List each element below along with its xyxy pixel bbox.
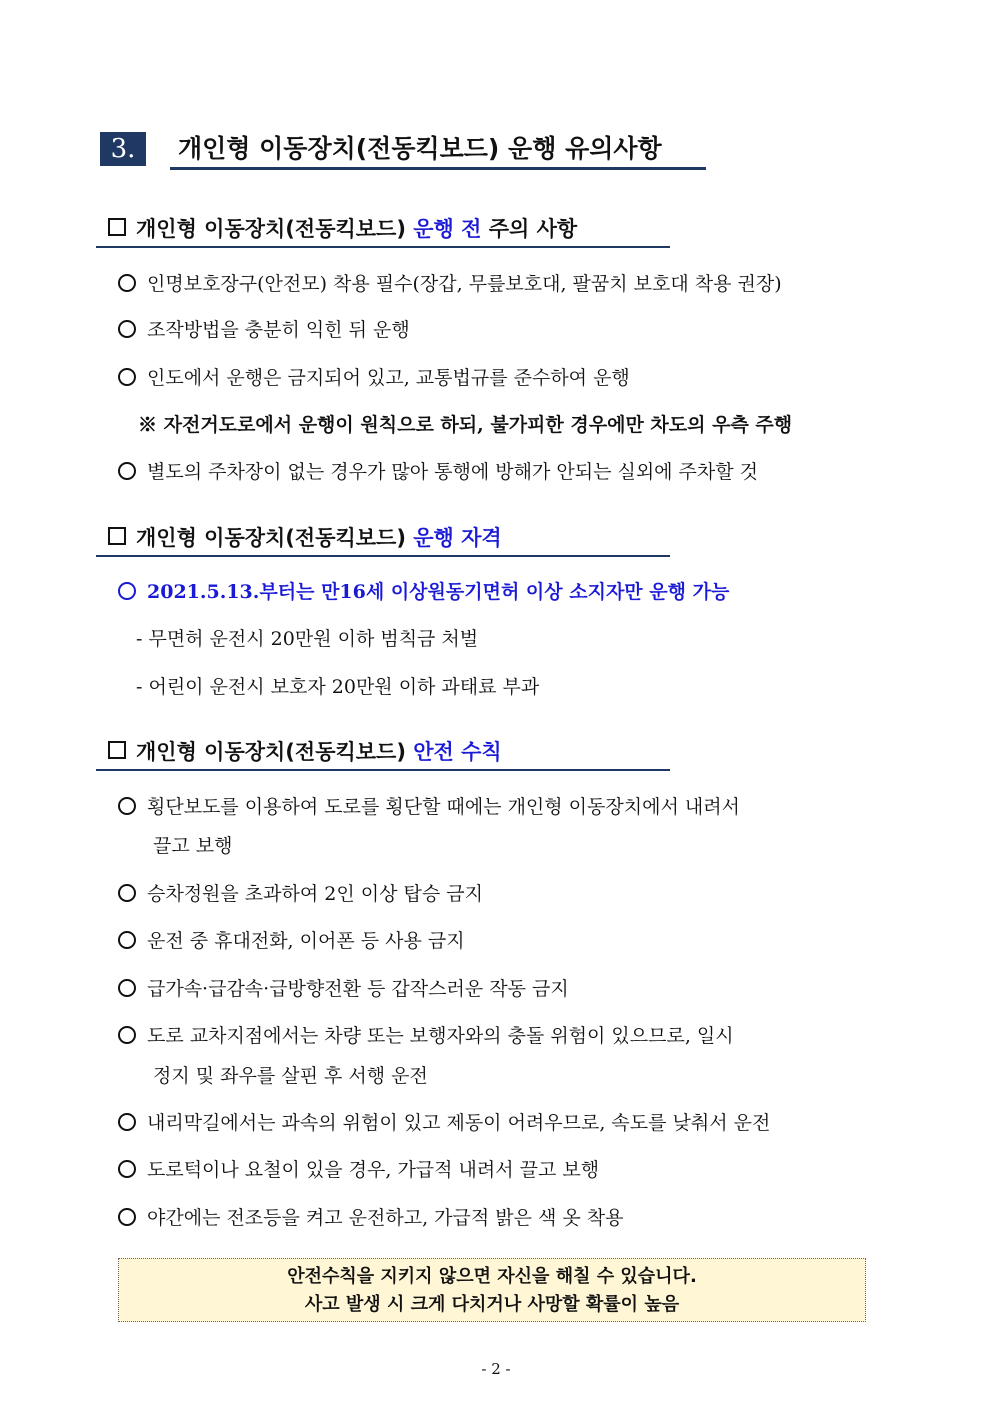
warning-line-1: 안전수칙을 지키지 않으면 자신을 해칠 수 있습니다. [287,1266,697,1287]
list-item-text: 야간에는 전조등을 켜고 운전하고, 가급적 밝은 색 옷 착용 [147,1207,624,1229]
list-item-text: 별도의 주차장이 없는 경우가 많아 통행에 방해가 안되는 실외에 주차할 것 [147,461,759,483]
circle-bullet-icon [118,884,136,902]
circle-bullet-icon [118,1160,136,1178]
list-item [118,880,898,908]
circle-bullet-icon [118,582,136,600]
section2-title [96,523,670,557]
section3-title [96,737,670,771]
section1-title-highlight: 운행 전 [413,217,482,241]
list-item-text: 도로턱이나 요철이 있을 경우, 가급적 내려서 끌고 보행 [147,1159,600,1181]
list-item [118,316,898,344]
list-item-text: 급가속·급감속·급방향전환 등 갑작스러운 작동 금지 [147,978,569,1000]
list-item [118,1109,898,1137]
section1-title-prefix: 개인형 이동장치(전동킥보드) [136,217,414,241]
section2-title-highlight: 운행 자격 [413,526,502,550]
section1-title [96,214,670,248]
list-item [118,975,898,1003]
list-item-text: 조작방법을 충분히 익힌 뒤 운행 [147,319,410,341]
circle-bullet-icon [118,368,136,386]
heading-number: 3. [100,132,146,166]
list-item [118,793,898,821]
list-item [118,1022,898,1050]
note-text: ※ 자전거도로에서 운행이 원칙으로 하되, 불가피한 경우에만 차도의 우측 주행 [138,414,793,436]
circle-bullet-icon [118,931,136,949]
section-heading [100,130,706,172]
circle-bullet-icon [118,274,136,292]
checkbox-bullet-icon [108,741,126,759]
checkbox-bullet-icon [108,527,126,545]
list-item-continuation: 끌고 보행 [153,835,233,857]
list-item-text: 인도에서 운행은 금지되어 있고, 교통법규를 준수하여 운행 [147,367,630,389]
list-item [118,1204,898,1232]
list-item [118,270,898,298]
list-item-text: 승차정원을 초과하여 2인 이상 탑승 금지 [147,883,483,905]
list-item-text: 운전 중 휴대전화, 이어폰 등 사용 금지 [147,930,465,952]
list-item-continuation: 정지 및 좌우를 살핀 후 서행 운전 [153,1065,428,1087]
circle-bullet-icon [118,1208,136,1226]
list-item-text: 인명보호장구(안전모) 착용 필수(장갑, 무릎보호대, 팔꿈치 보호대 착용 권장) [147,273,782,295]
section3-title-highlight: 안전 수칙 [413,740,502,764]
sub-item: - 무면허 운전시 20만원 이하 범칙금 처벌 [136,628,479,650]
list-item [118,927,898,955]
list-item-text: 내리막길에서는 과속의 위험이 있고 제동이 어려우므로, 속도를 낮춰서 운전 [147,1112,771,1134]
list-item-text: 2021.5.13.부터는 만16세 이상원동기면허 이상 소지자만 운행 가능 [147,581,730,603]
warning-line-2: 사고 발생 시 크게 다치거나 사망할 확률이 높음 [304,1294,680,1315]
circle-bullet-icon [118,1113,136,1131]
checkbox-bullet-icon [108,218,126,236]
circle-bullet-icon [118,979,136,997]
warning-box [118,1258,866,1322]
list-item [118,458,898,486]
circle-bullet-icon [118,320,136,338]
list-item [118,1156,898,1184]
section2-title-prefix: 개인형 이동장치(전동킥보드) [136,526,414,550]
section1-title-suffix: 주의 사항 [481,217,578,241]
list-item-text: 횡단보도를 이용하여 도로를 횡단할 때에는 개인형 이동장치에서 내려서 [147,796,740,818]
sub-item: - 어린이 운전시 보호자 20만원 이하 과태료 부과 [136,676,540,698]
circle-bullet-icon [118,1026,136,1044]
list-item-text: 도로 교차지점에서는 차량 또는 보행자와의 충돌 위험이 있으므로, 일시 [147,1025,734,1047]
page-number: - 2 - [481,1360,511,1378]
list-item [118,578,898,606]
heading-title: 개인형 이동장치(전동킥보드) 운행 유의사항 [170,130,706,170]
circle-bullet-icon [118,797,136,815]
section3-title-prefix: 개인형 이동장치(전동킥보드) [136,740,414,764]
list-item [118,364,898,392]
circle-bullet-icon [118,462,136,480]
